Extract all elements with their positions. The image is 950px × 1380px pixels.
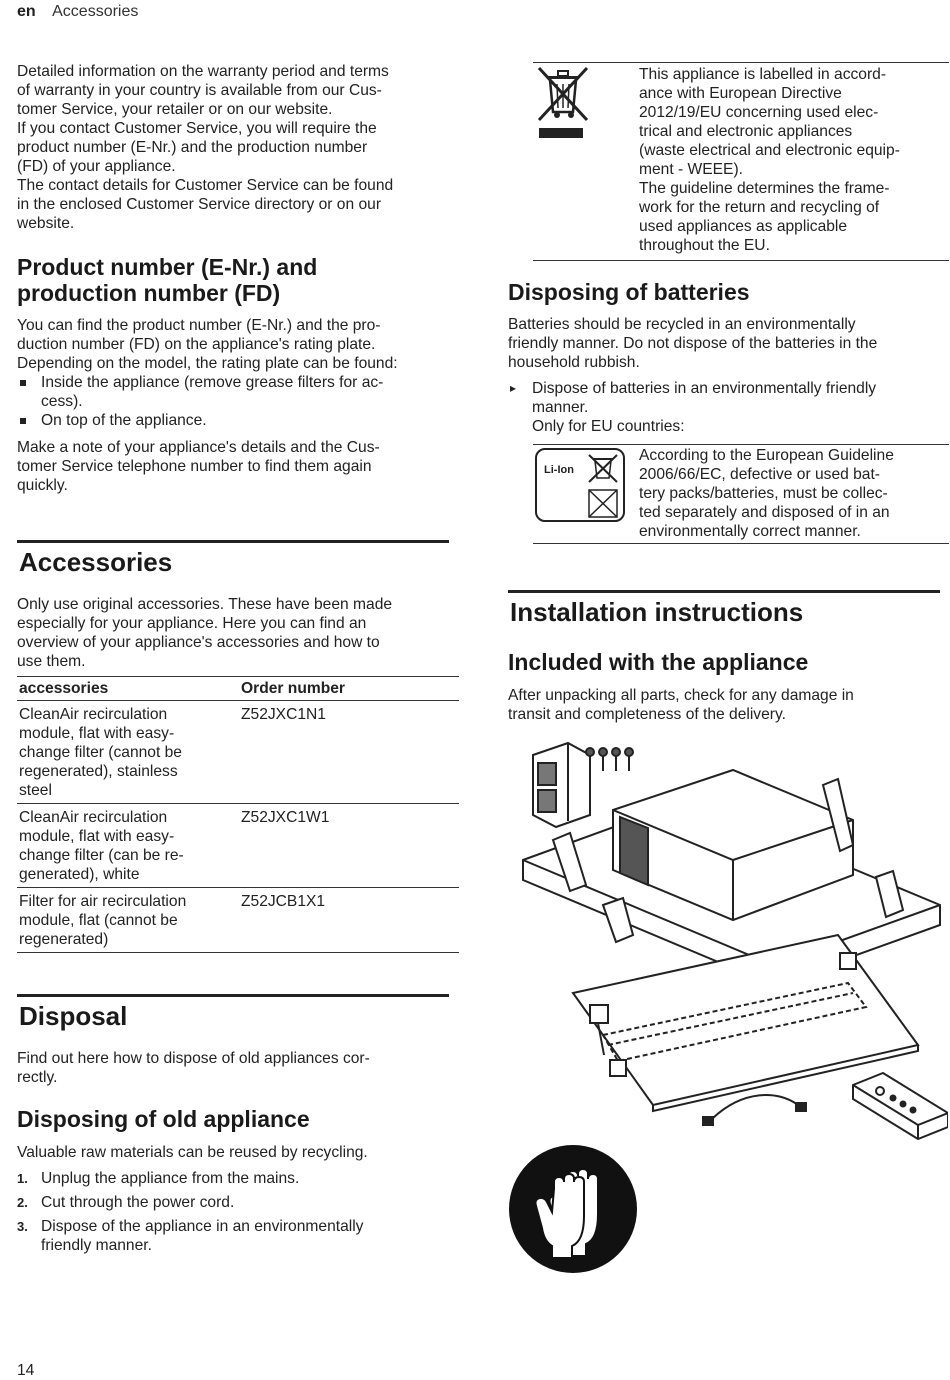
table-rule: [533, 543, 949, 544]
battery-action: [508, 379, 948, 436]
heading-line: Product number (E-Nr.) and: [17, 254, 318, 280]
intro-line: tomer Service, your retailer or on our website.: [17, 101, 333, 118]
table-cell: Filter for air recirculation module, flat (cannot be regenerated): [17, 888, 239, 953]
weee-line: ment - WEEE).: [639, 161, 743, 178]
batteries-heading: [508, 279, 750, 305]
step-number: 3.: [17, 1219, 28, 1234]
list-item: On top of the appliance.: [17, 411, 462, 430]
intro-line: Detailed information on the warranty period and terms: [17, 63, 389, 80]
section-rule: [17, 994, 449, 997]
page-header: [17, 3, 138, 21]
table-cell: CleanAir recirculation module, flat with easy- change filter (cannot be regenerated), stainless steel: [17, 701, 239, 804]
batteries-line: friendly manner. Do not dispose of the batteries in the: [508, 335, 878, 352]
section-rule: [508, 590, 940, 593]
intro-line: The contact details for Customer Service can be found: [17, 177, 394, 194]
table-cell: Z52JCB1X1: [239, 888, 459, 953]
note-line: quickly.: [17, 477, 68, 494]
table-row: [17, 804, 459, 888]
heading-text: Disposing of old appliance: [17, 1106, 310, 1132]
accessories-line: especially for your appliance. Here you can find an: [17, 615, 367, 632]
directive-line: 2006/66/EC, defective or used bat-: [639, 466, 880, 483]
included-parts-illustration: [508, 735, 948, 1145]
disposal-line: Find out here how to dispose of old appliances cor-: [17, 1050, 370, 1067]
directive-line: tery packs/batteries, must be collec-: [639, 485, 888, 502]
intro-line: of warranty in your country is available from our Cus-: [17, 82, 382, 99]
table-cell: CleanAir recirculation module, flat with easy- change filter (can be re- generated), white: [17, 804, 239, 888]
table-rule: [533, 444, 949, 445]
warranty-intro: [17, 62, 462, 233]
product-line: duction number (FD) on the appliance's rating plate.: [17, 336, 376, 353]
heading-text: Disposing of batteries: [508, 279, 750, 305]
column-header: Order number: [239, 677, 459, 701]
table-cell: Z52JXC1N1: [239, 701, 459, 804]
eu-only-label: Only for EU countries:: [532, 418, 685, 435]
duct-connector-icon: [533, 743, 590, 827]
rating-plate-list: [17, 373, 462, 430]
cable-icon: [703, 1095, 806, 1125]
battery-crossed-bin-icon: [585, 452, 621, 520]
weee-line: trical and electronic appliances: [639, 123, 853, 140]
accessories-table: [17, 676, 459, 953]
included-line: After unpacking all parts, check for any damage in: [508, 687, 854, 704]
batteries-line: Batteries should be recycled in an environmentally: [508, 316, 856, 333]
accessories-line: overview of your appliance's accessories and how to: [17, 634, 380, 651]
weee-line: (waste electrical and electronic equip-: [639, 142, 900, 159]
accessories-intro: [17, 595, 462, 671]
heading-text: Installation instructions: [510, 597, 804, 627]
table-header-row: [17, 677, 459, 701]
step-number: 1.: [17, 1171, 28, 1186]
table-rule: [533, 62, 949, 63]
header-section-title: Accessories: [52, 3, 139, 20]
directive-line: ted separately and disposed of in an: [639, 504, 890, 521]
table-cell: Z52JXC1W1: [239, 804, 459, 888]
weee-line: throughout the EU.: [639, 237, 770, 254]
protective-gloves-icon: [508, 1144, 638, 1274]
product-line: You can find the product number (E-Nr.) and the pro-: [17, 317, 381, 334]
weee-text: [639, 65, 949, 255]
intro-line: product number (E-Nr.) and the production number: [17, 139, 368, 156]
old-appliance-heading: [17, 1106, 310, 1132]
installation-heading: [510, 597, 803, 627]
column-header: accessories: [17, 677, 239, 701]
li-ion-symbol: [535, 448, 625, 522]
weee-line: The guideline determines the frame-: [639, 180, 890, 197]
heading-line: production number (FD): [17, 280, 281, 306]
step-text: Cut through the power cord.: [41, 1194, 235, 1211]
heading-text: Accessories: [19, 547, 173, 577]
accessories-heading: [19, 547, 172, 577]
disposal-heading: [19, 1001, 127, 1031]
note-line: tomer Service telephone number to find them again: [17, 458, 372, 475]
weee-line: ance with European Directive: [639, 85, 842, 102]
screws-icon: [586, 748, 633, 771]
action-item: ▸ Dispose of batteries in an environmentally friendly manner.: [508, 379, 948, 417]
weee-crossed-bin-icon: [533, 64, 593, 144]
step-number: 2.: [17, 1195, 28, 1210]
step-text: Dispose of the appliance in an environmentally friendly manner.: [41, 1218, 364, 1254]
table-row: [17, 701, 459, 804]
intro-line: website.: [17, 215, 75, 232]
intro-line: in the enclosed Customer Service directory or on our: [17, 196, 382, 213]
disposal-steps: [17, 1169, 462, 1260]
list-item: [17, 1169, 462, 1188]
paragraph: Valuable raw materials can be reused by recycling.: [17, 1144, 368, 1161]
included-heading: [508, 649, 808, 675]
page-number: 14: [17, 1362, 35, 1379]
weee-line: This appliance is labelled in accord-: [639, 66, 887, 83]
table-row: [17, 888, 459, 953]
li-ion-label: Li-Ion: [544, 464, 574, 476]
accessories-line: use them.: [17, 653, 86, 670]
intro-line: (FD) of your appliance.: [17, 158, 176, 175]
disposal-intro: [17, 1049, 462, 1087]
disposal-line: rectly.: [17, 1069, 58, 1086]
section-rule: [17, 540, 449, 543]
remote-control-icon: [853, 1073, 948, 1139]
language-code: en: [17, 3, 36, 20]
product-line: Depending on the model, the rating plate can be found:: [17, 355, 398, 372]
directive-line: According to the European Guideline: [639, 447, 894, 464]
intro-line: If you contact Customer Service, you will require the: [17, 120, 377, 137]
included-text: [508, 686, 948, 724]
weee-line: used appliances as applicable: [639, 218, 848, 235]
weee-line: 2012/19/EU concerning used elec-: [639, 104, 879, 121]
product-number-text: [17, 316, 462, 430]
batteries-text: [508, 315, 948, 372]
included-line: transit and completeness of the delivery.: [508, 706, 786, 723]
weee-line: work for the return and recycling of: [639, 199, 880, 216]
directive-line: environmentally correct manner.: [639, 523, 861, 540]
heading-text: Included with the appliance: [508, 649, 809, 675]
list-item: [17, 1217, 462, 1255]
list-item: [17, 1193, 462, 1212]
list-item: Inside the appliance (remove grease filters for ac- cess).: [17, 373, 462, 411]
note-text: [17, 438, 462, 495]
note-line: Make a note of your appliance's details and the Cus-: [17, 439, 380, 456]
step-text: Unplug the appliance from the mains.: [41, 1170, 300, 1187]
accessories-line: Only use original accessories. These have been made: [17, 596, 393, 613]
heading-text: Disposal: [19, 1001, 128, 1031]
battery-directive-text: [639, 446, 949, 541]
table-rule: [533, 260, 949, 261]
product-number-heading: [17, 254, 462, 306]
batteries-line: household rubbish.: [508, 354, 640, 371]
old-appliance-text: [17, 1143, 462, 1162]
